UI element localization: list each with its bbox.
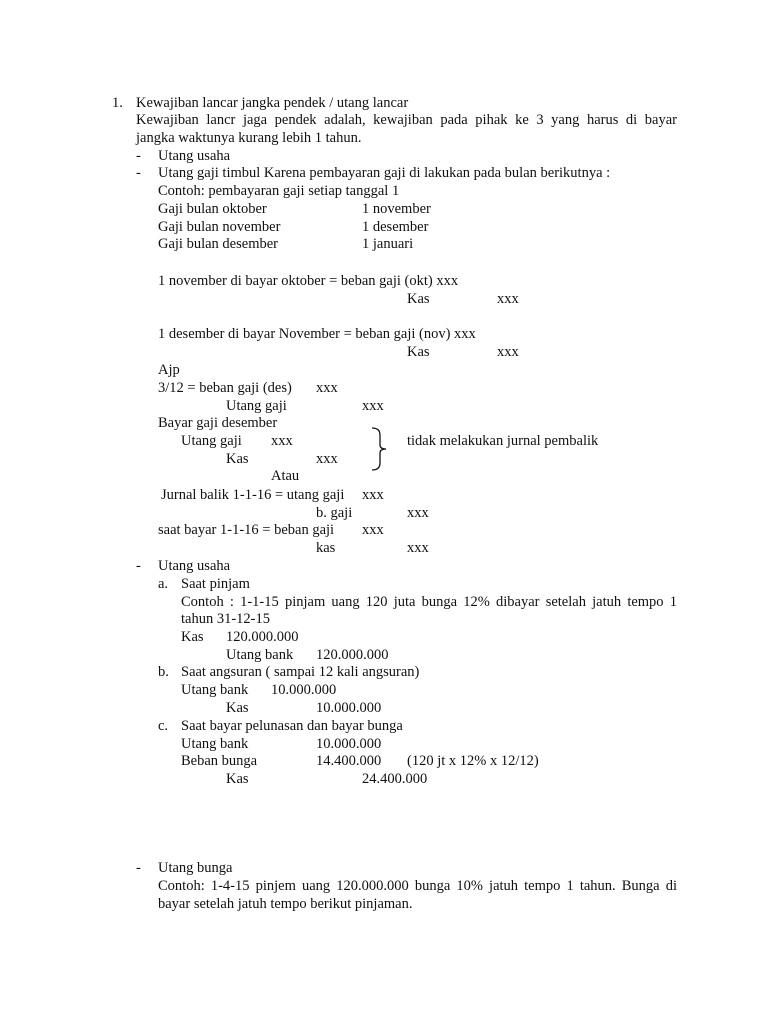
pelunasan-debit-account: Utang bank (181, 736, 249, 752)
pelunasan-credit-amount: 24.400.000 (362, 771, 428, 787)
jurnal-balik-debit-amount: xxx (362, 487, 384, 503)
gaji-row-date: 1 januari (362, 236, 414, 252)
pinjam-credit-amount: 120.000.000 (316, 647, 389, 663)
jurnal-balik-debit: Jurnal balik 1-1-16 = utang gaji (161, 487, 345, 503)
journal-november-debit: 1 november di bayar oktober = beban gaji (okt) xxx (158, 273, 459, 289)
item-a-label: a. (158, 576, 169, 592)
bullet-dash: - (136, 165, 141, 181)
journal-desember-credit-account: Kas (407, 344, 430, 360)
gaji-row-month: Gaji bulan desember (158, 236, 278, 252)
pinjam-example-line-1: Contoh : 1-1-15 pinjam uang 120 juta bunga 12% dibayar setelah jatuh tempo 1 (181, 594, 677, 610)
journal-november-credit-account: Kas (407, 291, 430, 307)
item-b-label: b. (158, 664, 169, 680)
angsuran-credit-account: Kas (226, 700, 249, 716)
gaji-row-date: 1 november (362, 201, 431, 217)
ajp-heading: Ajp (158, 362, 180, 378)
gaji-row-month: Gaji bulan november (158, 219, 281, 235)
angsuran-debit-account: Utang bank (181, 682, 249, 698)
saat-bayar-debit: saat bayar 1-1-16 = beban gaji (158, 522, 335, 538)
bullet-utang-gaji: Utang gaji timbul Karena pembayaran gaji di lakukan pada bulan berikutnya : (158, 165, 611, 181)
ajp-debit-amount: xxx (316, 380, 338, 396)
saat-bayar-debit-amount: xxx (362, 522, 384, 538)
bunga-debit-account: Beban bunga (181, 753, 258, 769)
jurnal-balik-credit-account: b. gaji (316, 505, 353, 521)
angsuran-debit-amount: 10.000.000 (271, 682, 337, 698)
bunga-example-line-2: bayar setelah jatuh tempo berikut pinjaman. (158, 896, 413, 912)
journal-desember-credit-amount: xxx (497, 344, 519, 360)
gaji-row-date: 1 desember (362, 219, 429, 235)
saat-bayar-credit-account: kas (316, 540, 336, 556)
definition-line-1: Kewajiban lancr jaga pendek adalah, kewajiban pada pihak ke 3 yang harus di bayar (136, 112, 677, 128)
item-b-title: Saat angsuran ( sampai 12 kali angsuran) (181, 664, 420, 680)
atau-label: Atau (271, 468, 300, 484)
angsuran-credit-amount: 10.000.000 (316, 700, 382, 716)
ajp-credit-account: Utang gaji (226, 398, 287, 414)
brace-note: tidak melakukan jurnal pembalik (407, 433, 599, 449)
bunga-example-line-1: Contoh: 1-4-15 pinjem uang 120.000.000 bunga 10% jatuh tempo 1 tahun. Bunga di (158, 878, 677, 894)
bullet-utang-usaha: Utang usaha (158, 148, 231, 164)
bullet-utang-usaha-2: Utang usaha (158, 558, 231, 574)
gaji-row-month: Gaji bulan oktober (158, 201, 267, 217)
ajp-credit-amount: xxx (362, 398, 384, 414)
journal-desember-debit: 1 desember di bayar November = beban gaji (nov) xxx (158, 326, 476, 342)
pinjam-example-line-2: tahun 31-12-15 (181, 611, 270, 627)
gaji-example-intro: Contoh: pembayaran gaji setiap tanggal 1 (158, 183, 400, 199)
section-number: 1. (112, 95, 123, 111)
pinjam-debit-amount: 120.000.000 (226, 629, 299, 645)
bayar-credit-amount: xxx (316, 451, 338, 467)
curly-brace-icon (368, 427, 388, 471)
pelunasan-debit-amount: 10.000.000 (316, 736, 382, 752)
bayar-credit-account: Kas (226, 451, 249, 467)
bayar-debit-account: Utang gaji (181, 433, 242, 449)
jurnal-balik-credit-amount: xxx (407, 505, 429, 521)
bayar-gaji-heading: Bayar gaji desember (158, 415, 278, 431)
bunga-calculation: (120 jt x 12% x 12/12) (407, 753, 539, 769)
bullet-dash: - (136, 860, 141, 876)
bullet-dash: - (136, 148, 141, 164)
section-heading: Kewajiban lancar jangka pendek / utang lancar (136, 95, 409, 111)
pelunasan-credit-account: Kas (226, 771, 249, 787)
bullet-utang-bunga: Utang bunga (158, 860, 233, 876)
item-c-label: c. (158, 718, 169, 734)
item-c-title: Saat bayar pelunasan dan bayar bunga (181, 718, 403, 734)
pinjam-credit-account: Utang bank (226, 647, 294, 663)
journal-november-credit-amount: xxx (497, 291, 519, 307)
bayar-debit-amount: xxx (271, 433, 293, 449)
definition-line-2: jangka waktunya kurang lebih 1 tahun. (136, 130, 362, 146)
item-a-title: Saat pinjam (181, 576, 250, 592)
bullet-dash: - (136, 558, 141, 574)
ajp-debit: 3/12 = beban gaji (des) (158, 380, 292, 396)
pinjam-debit-account: Kas (181, 629, 204, 645)
saat-bayar-credit-amount: xxx (407, 540, 429, 556)
bunga-debit-amount: 14.400.000 (316, 753, 382, 769)
